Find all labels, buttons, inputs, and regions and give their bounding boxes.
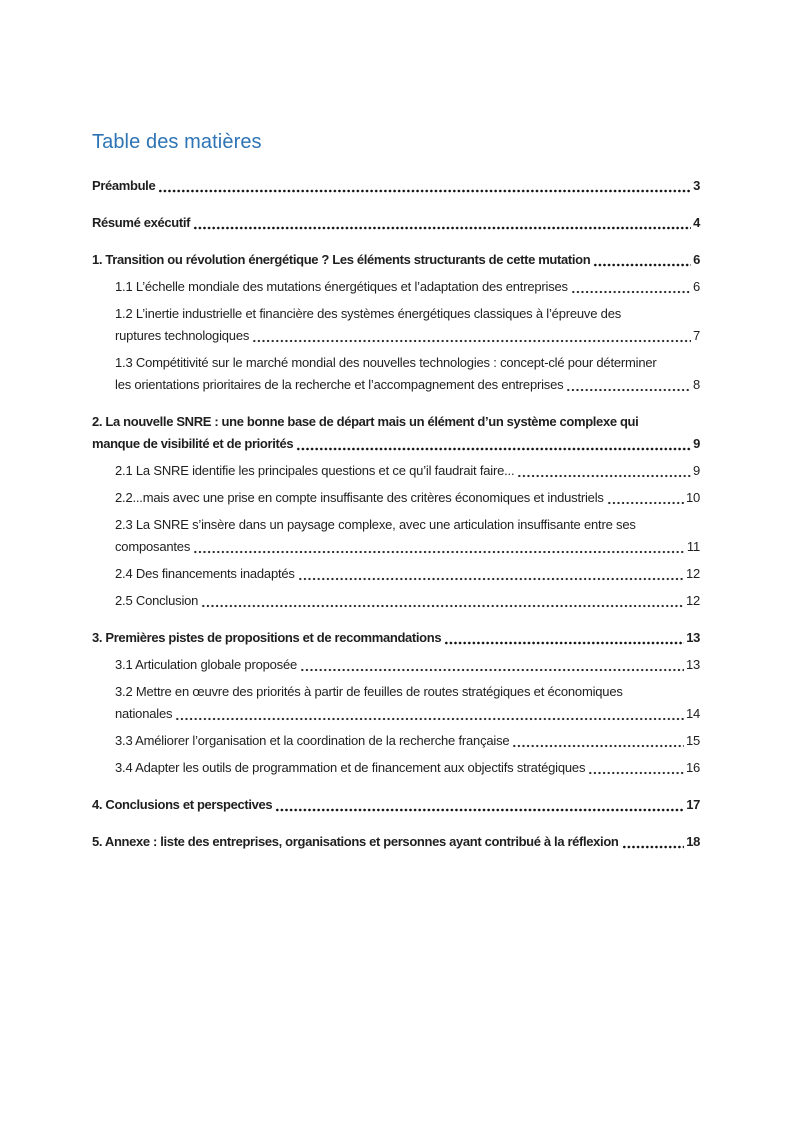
toc-entry-text: ruptures technologiques (115, 328, 250, 343)
toc-entry-text: 2.2...mais avec une prise en compte insuffisante des critères économiques et industriels (115, 490, 604, 505)
toc-page-number: 16 (685, 760, 700, 775)
toc-entry[interactable] (92, 514, 700, 558)
toc-page-number: 3 (693, 178, 700, 193)
toc-entry-text: 2.1 La SNRE identifie les principales questions et ce qu’il faudrait faire... (115, 463, 515, 478)
toc-page-number: 18 (686, 834, 700, 849)
toc-page-number: 9 (693, 436, 700, 451)
toc-entry-last-line (115, 374, 700, 396)
toc-entry-text: 1.2 L’inertie industrielle et financière des systèmes énergétiques classiques à l’épreuve des (115, 306, 622, 321)
dot-leader (588, 763, 684, 775)
toc-page-number: 4 (693, 215, 700, 230)
toc-entry-text: 3.1 Articulation globale proposée (115, 657, 298, 672)
toc-entry[interactable] (92, 460, 700, 482)
dot-leader (566, 380, 691, 392)
toc-entry[interactable] (92, 681, 700, 725)
toc-entry-last-line (115, 563, 700, 585)
toc-entry[interactable] (92, 730, 700, 752)
dot-leader (158, 181, 691, 193)
toc-entry-last-line (115, 325, 700, 347)
toc-page-number: 9 (692, 463, 700, 478)
toc-entry-last-line (92, 212, 700, 234)
toc-page-number: 12 (685, 566, 700, 581)
toc-entry-text: 3. Premières pistes de propositions et de recommandations (92, 630, 442, 645)
toc-page-number: 10 (685, 490, 700, 505)
toc-entry[interactable] (92, 352, 700, 396)
toc-page-number: 17 (686, 797, 700, 812)
toc-entry-last-line (92, 627, 700, 649)
dot-leader (571, 282, 691, 294)
toc-entry-text: Préambule (92, 178, 156, 193)
dot-leader (193, 218, 691, 230)
toc-entry[interactable] (92, 590, 700, 612)
toc-entry-text: 1.1 L’échelle mondiale des mutations énergétiques et l’adaptation des entreprises (115, 279, 568, 294)
toc-page-number: 6 (693, 252, 700, 267)
dot-leader (622, 837, 685, 849)
toc-entry[interactable] (92, 411, 700, 455)
toc-entry-last-line (92, 794, 700, 816)
toc-list (92, 175, 700, 853)
toc-entry[interactable] (92, 563, 700, 585)
toc-page-number: 6 (692, 279, 700, 294)
toc-entry-last-line (115, 730, 700, 752)
toc-entry-last-line (115, 460, 700, 482)
toc-entry-last-line (92, 175, 700, 197)
toc-entry-text: Résumé exécutif (92, 215, 191, 230)
toc-entry-text: 3.2 Mettre en œuvre des priorités à partir de feuilles de routes stratégiques et économiques (115, 684, 623, 699)
toc-page-number: 11 (686, 539, 700, 554)
dot-leader (607, 493, 684, 505)
toc-entry[interactable] (92, 794, 700, 816)
dot-leader (300, 660, 684, 672)
toc-entry-last-line (115, 536, 700, 558)
toc-page-number: 14 (685, 706, 700, 721)
toc-entry-last-line (115, 703, 700, 725)
dot-leader (175, 709, 684, 721)
toc-entry[interactable] (92, 276, 700, 298)
toc-entry-text: 3.3 Améliorer l’organisation et la coordination de la recherche française (115, 733, 510, 748)
dot-leader (201, 596, 684, 608)
toc-entry[interactable] (92, 303, 700, 347)
toc-entry-text: 1.3 Compétitivité sur le marché mondial des nouvelles technologies : concept-clé pour déterminer (115, 355, 657, 370)
toc-page-number: 13 (685, 657, 700, 672)
dot-leader (593, 255, 691, 267)
dot-leader (444, 633, 684, 645)
toc-page-number: 12 (685, 593, 700, 608)
toc-entry-last-line (115, 757, 700, 779)
toc-entry-text: 2. La nouvelle SNRE : une bonne base de départ mais un élément d’un système complexe qui (92, 414, 639, 429)
toc-entry-text: 1. Transition ou révolution énergétique ? Les éléments structurants de cette mutation (92, 252, 591, 267)
dot-leader (252, 331, 691, 343)
dot-leader (275, 800, 684, 812)
toc-entry-text: manque de visibilité et de priorités (92, 436, 294, 451)
page-title: Table des matières (92, 131, 262, 153)
toc-entry-last-line (115, 590, 700, 612)
toc-entry-text: nationales (115, 706, 173, 721)
toc-entry-text: 2.5 Conclusion (115, 593, 199, 608)
toc-entry-text: 3.4 Adapter les outils de programmation et de financement aux objectifs stratégiques (115, 760, 586, 775)
toc-entry-last-line (115, 487, 700, 509)
dot-leader (517, 466, 691, 478)
toc-entry-last-line (115, 654, 700, 676)
toc-entry-last-line (92, 249, 700, 271)
dot-leader (296, 439, 691, 451)
toc-entry[interactable] (92, 757, 700, 779)
toc-entry[interactable] (92, 487, 700, 509)
toc-entry[interactable] (92, 627, 700, 649)
toc-entry-last-line (92, 831, 700, 853)
toc-page-number: 7 (692, 328, 700, 343)
toc-page-number: 13 (686, 630, 700, 645)
toc-entry[interactable] (92, 175, 700, 197)
toc-entry-text: 5. Annexe : liste des entreprises, organisations et personnes ayant contribué à la réflexion (92, 834, 619, 849)
toc-entry-text: 2.4 Des financements inadaptés (115, 566, 295, 581)
toc-entry[interactable] (92, 654, 700, 676)
dot-leader (298, 569, 684, 581)
toc-page-number: 8 (692, 377, 700, 392)
toc-entry-text: les orientations prioritaires de la recherche et l’accompagnement des entreprises (115, 377, 564, 392)
toc-entry-text: 4. Conclusions et perspectives (92, 797, 273, 812)
toc-entry-last-line (115, 276, 700, 298)
dot-leader (193, 542, 685, 554)
toc-entry[interactable] (92, 249, 700, 271)
toc-entry-text: 2.3 La SNRE s’insère dans un paysage complexe, avec une articulation insuffisante entre ses (115, 517, 636, 532)
toc-entry-last-line (92, 433, 700, 455)
toc-entry[interactable] (92, 212, 700, 234)
toc-entry[interactable] (92, 831, 700, 853)
toc-page-number: 15 (685, 733, 700, 748)
dot-leader (512, 736, 684, 748)
toc-entry-text: composantes (115, 539, 191, 554)
